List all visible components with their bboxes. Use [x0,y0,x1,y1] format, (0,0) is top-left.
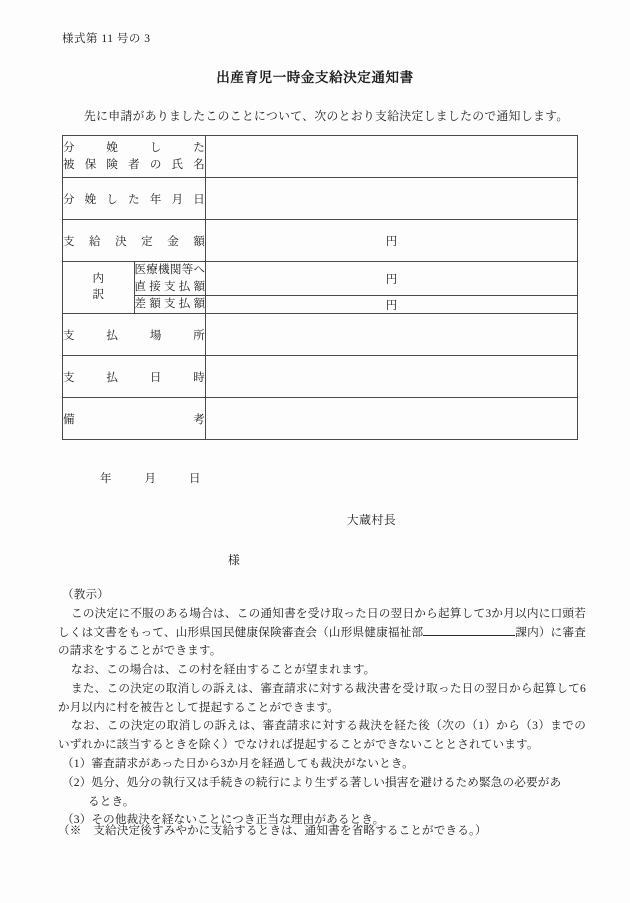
label-line: 直接支払額 [134,280,205,293]
label-remarks: 備考 [63,398,206,440]
notice-paragraph-1-before: この決定に不服のある場合は、この通知書を受け取った日の翌日から起算して3か月以内に口頭若しくは文書をもって、山形県国民健康保険審査会（山形県健康福祉部 [58,606,586,639]
label-birth-date: 分娩した年月日 [63,178,206,220]
table-row-difference-payment [63,296,578,314]
value-payment-place[interactable] [206,314,578,356]
notice-heading: （教示） [62,588,109,601]
footnote: （※ 支給決定後すみやかに支給するときは、通知書を省略することができる。） [58,824,487,837]
label-difference-payment: 差額支払額 [134,296,206,314]
date-year-label: 年 [100,473,112,485]
value-payment-datetime[interactable] [206,356,578,398]
lead-paragraph: 先に申請がありましたこのことについて、次のとおり支給決定しましたので通知します。 [84,109,569,123]
value-remarks[interactable] [206,398,578,440]
table-row-insured-name [63,136,578,178]
label-payment-place: 支払場所 [63,314,206,356]
notice-item-1: （1）審査請求があった日から3か月を経過しても裁決がないとき。 [62,757,414,771]
table-row-direct-payment [63,262,578,296]
notice-block [58,586,586,830]
label-line: 分 娩 し た [63,141,205,154]
form-number: 様式第 11 号の 3 [62,33,151,45]
value-direct-payment[interactable]: 円 [206,262,578,296]
label-line: 内 [92,272,104,285]
label-line: 被保険者の氏名 [63,158,205,171]
table-row-remarks [63,398,578,440]
table-row-birth-date [63,178,578,220]
page-title: 出産育児一時金支給決定通知書 [216,70,414,85]
value-insured-name[interactable] [206,136,578,178]
addressee-honorific: 様 [228,553,241,567]
table-row-payment-datetime [63,356,578,398]
date-month-label: 月 [144,473,157,485]
label-line: 医療機関等へ [134,264,205,276]
notice-item-2-continued: るとき。 [88,794,135,808]
notice-paragraph-4: なお、この決定の取消しの訴えは、審査請求に対する裁決を経た後（次の（1）から（3）までのいずれかに該当するときを除く）でなければ提起することができないこととされています。 [58,719,586,752]
value-difference-payment[interactable]: 円 [206,296,578,314]
notice-paragraph-1 [58,605,586,661]
value-birth-date[interactable] [206,178,578,220]
value-decided-amount[interactable]: 円 [206,220,578,262]
table-row-payment-place [63,314,578,356]
notice-paragraph-3: また、この決定の取消しの訴えは、審査請求に対する裁決書を受け取った日の翌日から起算して6か月以内に村を被告として提起することができます。 [58,681,586,714]
fill-in-blank[interactable] [423,635,515,636]
label-payment-datetime: 支払日時 [63,356,206,398]
date-day-label: 日 [188,473,201,485]
label-insured-name [63,136,206,178]
label-decided-amount: 支給決定金額 [63,220,206,262]
table-row-decided-amount [63,220,578,262]
notice-paragraph-2: なお、この場合は、この村を経由することが望まれます。 [71,663,376,677]
label-line: 訳 [92,288,104,301]
issuer-name: 大蔵村長 [346,513,397,527]
label-breakdown-group [63,262,135,314]
notice-item-3: （3）その他裁決を経ないことにつき正当な理由があるとき。 [62,813,385,827]
notification-table [62,135,578,440]
notice-item-2: （2）処分、処分の執行又は手続きの続行により生ずる著しい損害を避けるため緊急の必要があ [62,775,562,789]
issue-date-line [100,470,201,486]
label-direct-payment [134,262,206,296]
notice-paragraph-1-after: 課内）に審査の請求をすることができます。 [58,625,587,658]
